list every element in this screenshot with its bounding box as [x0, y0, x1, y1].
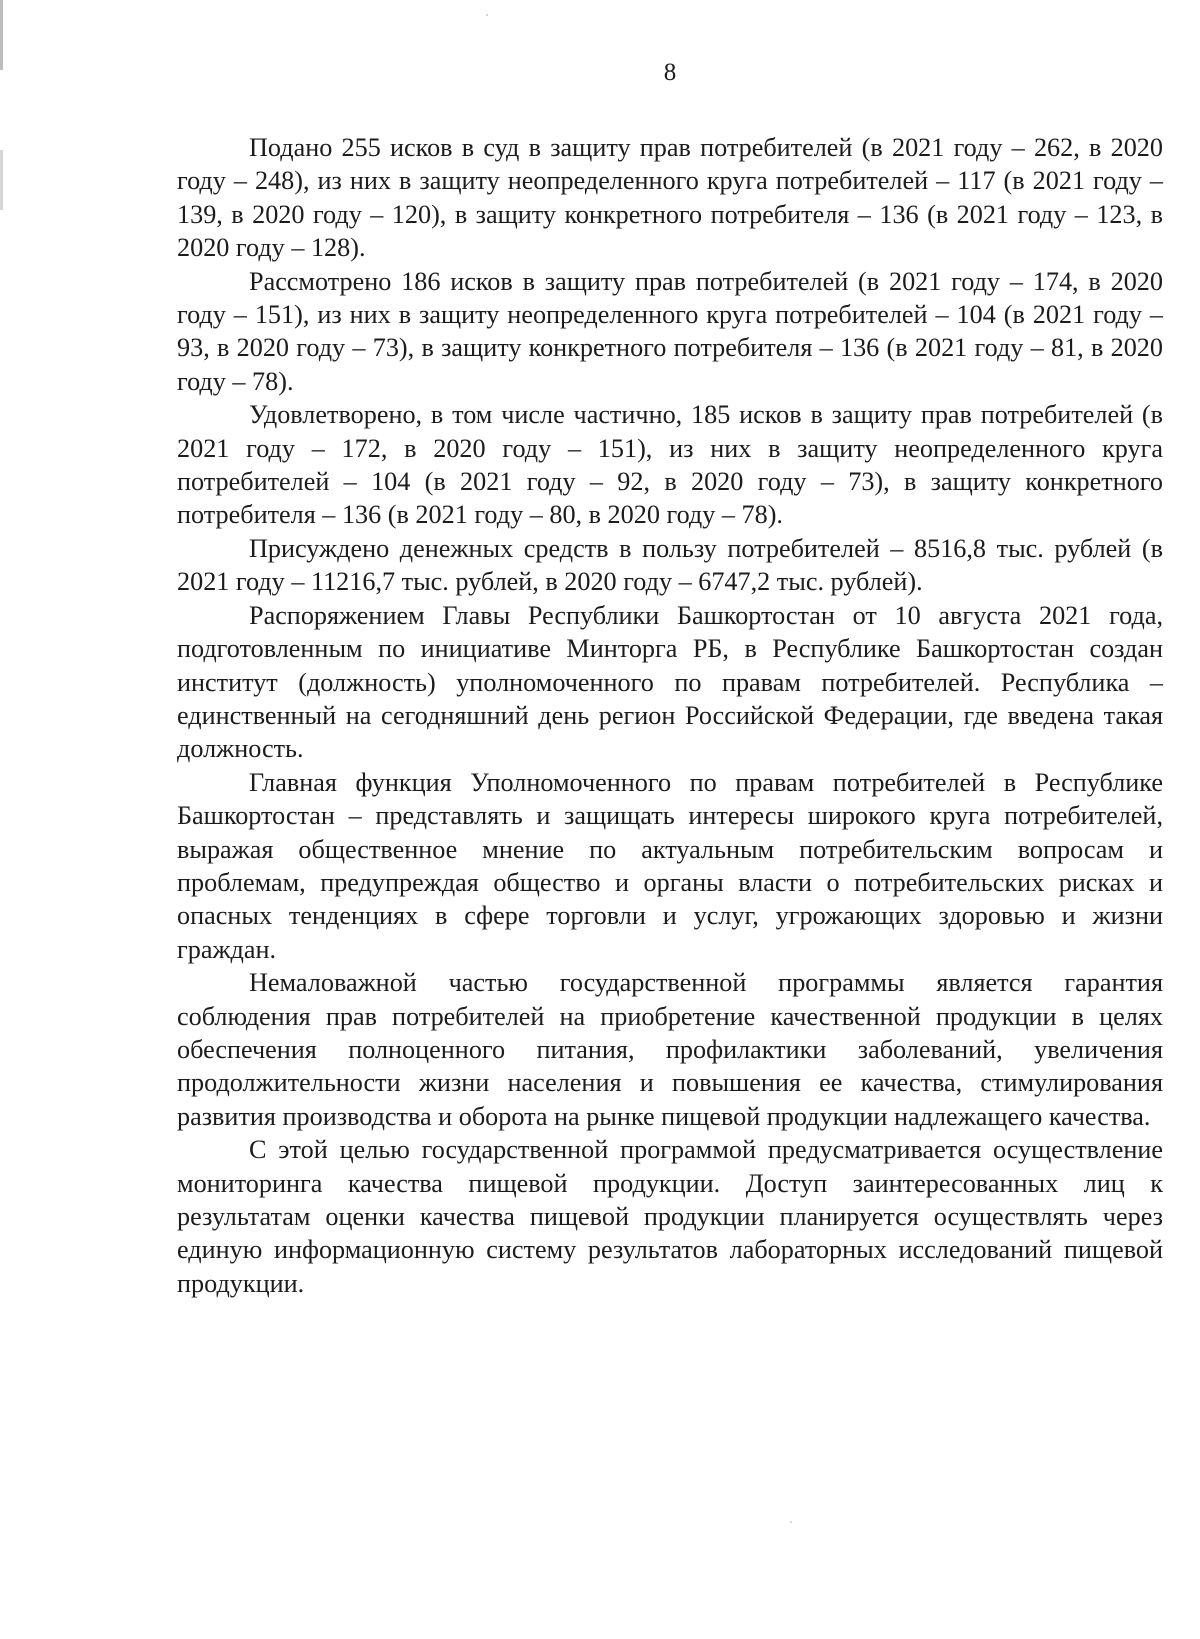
paragraph-lawsuits-considered: Рассмотрено 186 исков в защиту прав потребителей (в 2021 году – 174, в 2020 году – 151), из них в защиту неопределенного круга потребителей – 104 (в 2021 году – 93, в 2020 году – 73), в защиту конкретного потребителя – 136 (в 2021 году – 81, в 2020 году – 78).	[177, 266, 1163, 396]
scan-edge-mark	[0, 150, 3, 210]
paragraph-ombudsman-function: Главная функция Уполномоченного по правам потребителей в Республике Башкортостан – представлять и защищать интересы широкого круга потребителей, выражая общественное мнение по актуальным потребительским вопросам и проблемам, предупреждая общество и органы власти о потребительских рисках и опасных тенденциях в сфере торговли и услуг, угрожающих здоровью и жизни граждан.	[177, 767, 1163, 964]
paragraph-lawsuits-filed: Подано 255 исков в суд в защиту прав потребителей (в 2021 году – 262, в 2020 году – 248), из них в защиту неопределенного круга потребителей – 117 (в 2021 году – 139, в 2020 году – 120), в защиту конкретного потребителя – 136 (в 2021 году – 123, в 2020 году – 128).	[177, 133, 1163, 263]
scan-speck	[790, 1521, 792, 1523]
paragraph-program-guarantee: Немаловажной частью государственной программы является гарантия соблюдения прав потребителей на приобретение качественной продукции в целях обеспечения полноценного питания, профилактики заболеваний, увеличения продолжительности жизни населения и повышения ее качества, стимулирования развития производства и оборота на рынке пищевой продукции надлежащего качества.	[177, 968, 1163, 1131]
document-body	[177, 131, 1163, 1300]
paragraph-money-awarded: Присуждено денежных средств в пользу потребителей – 8516,8 тыс. рублей (в 2021 году – 11216,7 тыс. рублей, в 2020 году – 6747,2 тыс. рублей).	[177, 533, 1163, 597]
paragraph-ombudsman-order: Распоряжением Главы Республики Башкортостан от 10 августа 2021 года, подготовленным по инициативе Минторга РБ, в Республике Башкортостан создан институт (должность) уполномоченного по правам потребителей. Республика – единственный на сегодняшний день регион Российской Федерации, где введена такая должность.	[177, 600, 1163, 764]
paragraph-quality-monitoring: С этой целью государственной программой предусматривается осуществление мониторинга качества пищевой продукции. Доступ заинтересованных лиц к результатам оценки качества пищевой продукции планируется осуществлять через единую информационную систему результатов лабораторных исследований пищевой продукции.	[177, 1135, 1163, 1298]
paragraph-lawsuits-satisfied: Удовлетворено, в том числе частично, 185 исков в защиту прав потребителей (в 2021 году – 172, в 2020 году – 151), из них в защиту неопределенного круга потребителей – 104 (в 2021 году – 92, в 2020 году – 73), в защиту конкретного потребителя – 136 (в 2021 году – 80, в 2020 году – 78).	[177, 400, 1163, 530]
page-number: 8	[663, 59, 677, 86]
scan-speck	[486, 14, 488, 16]
